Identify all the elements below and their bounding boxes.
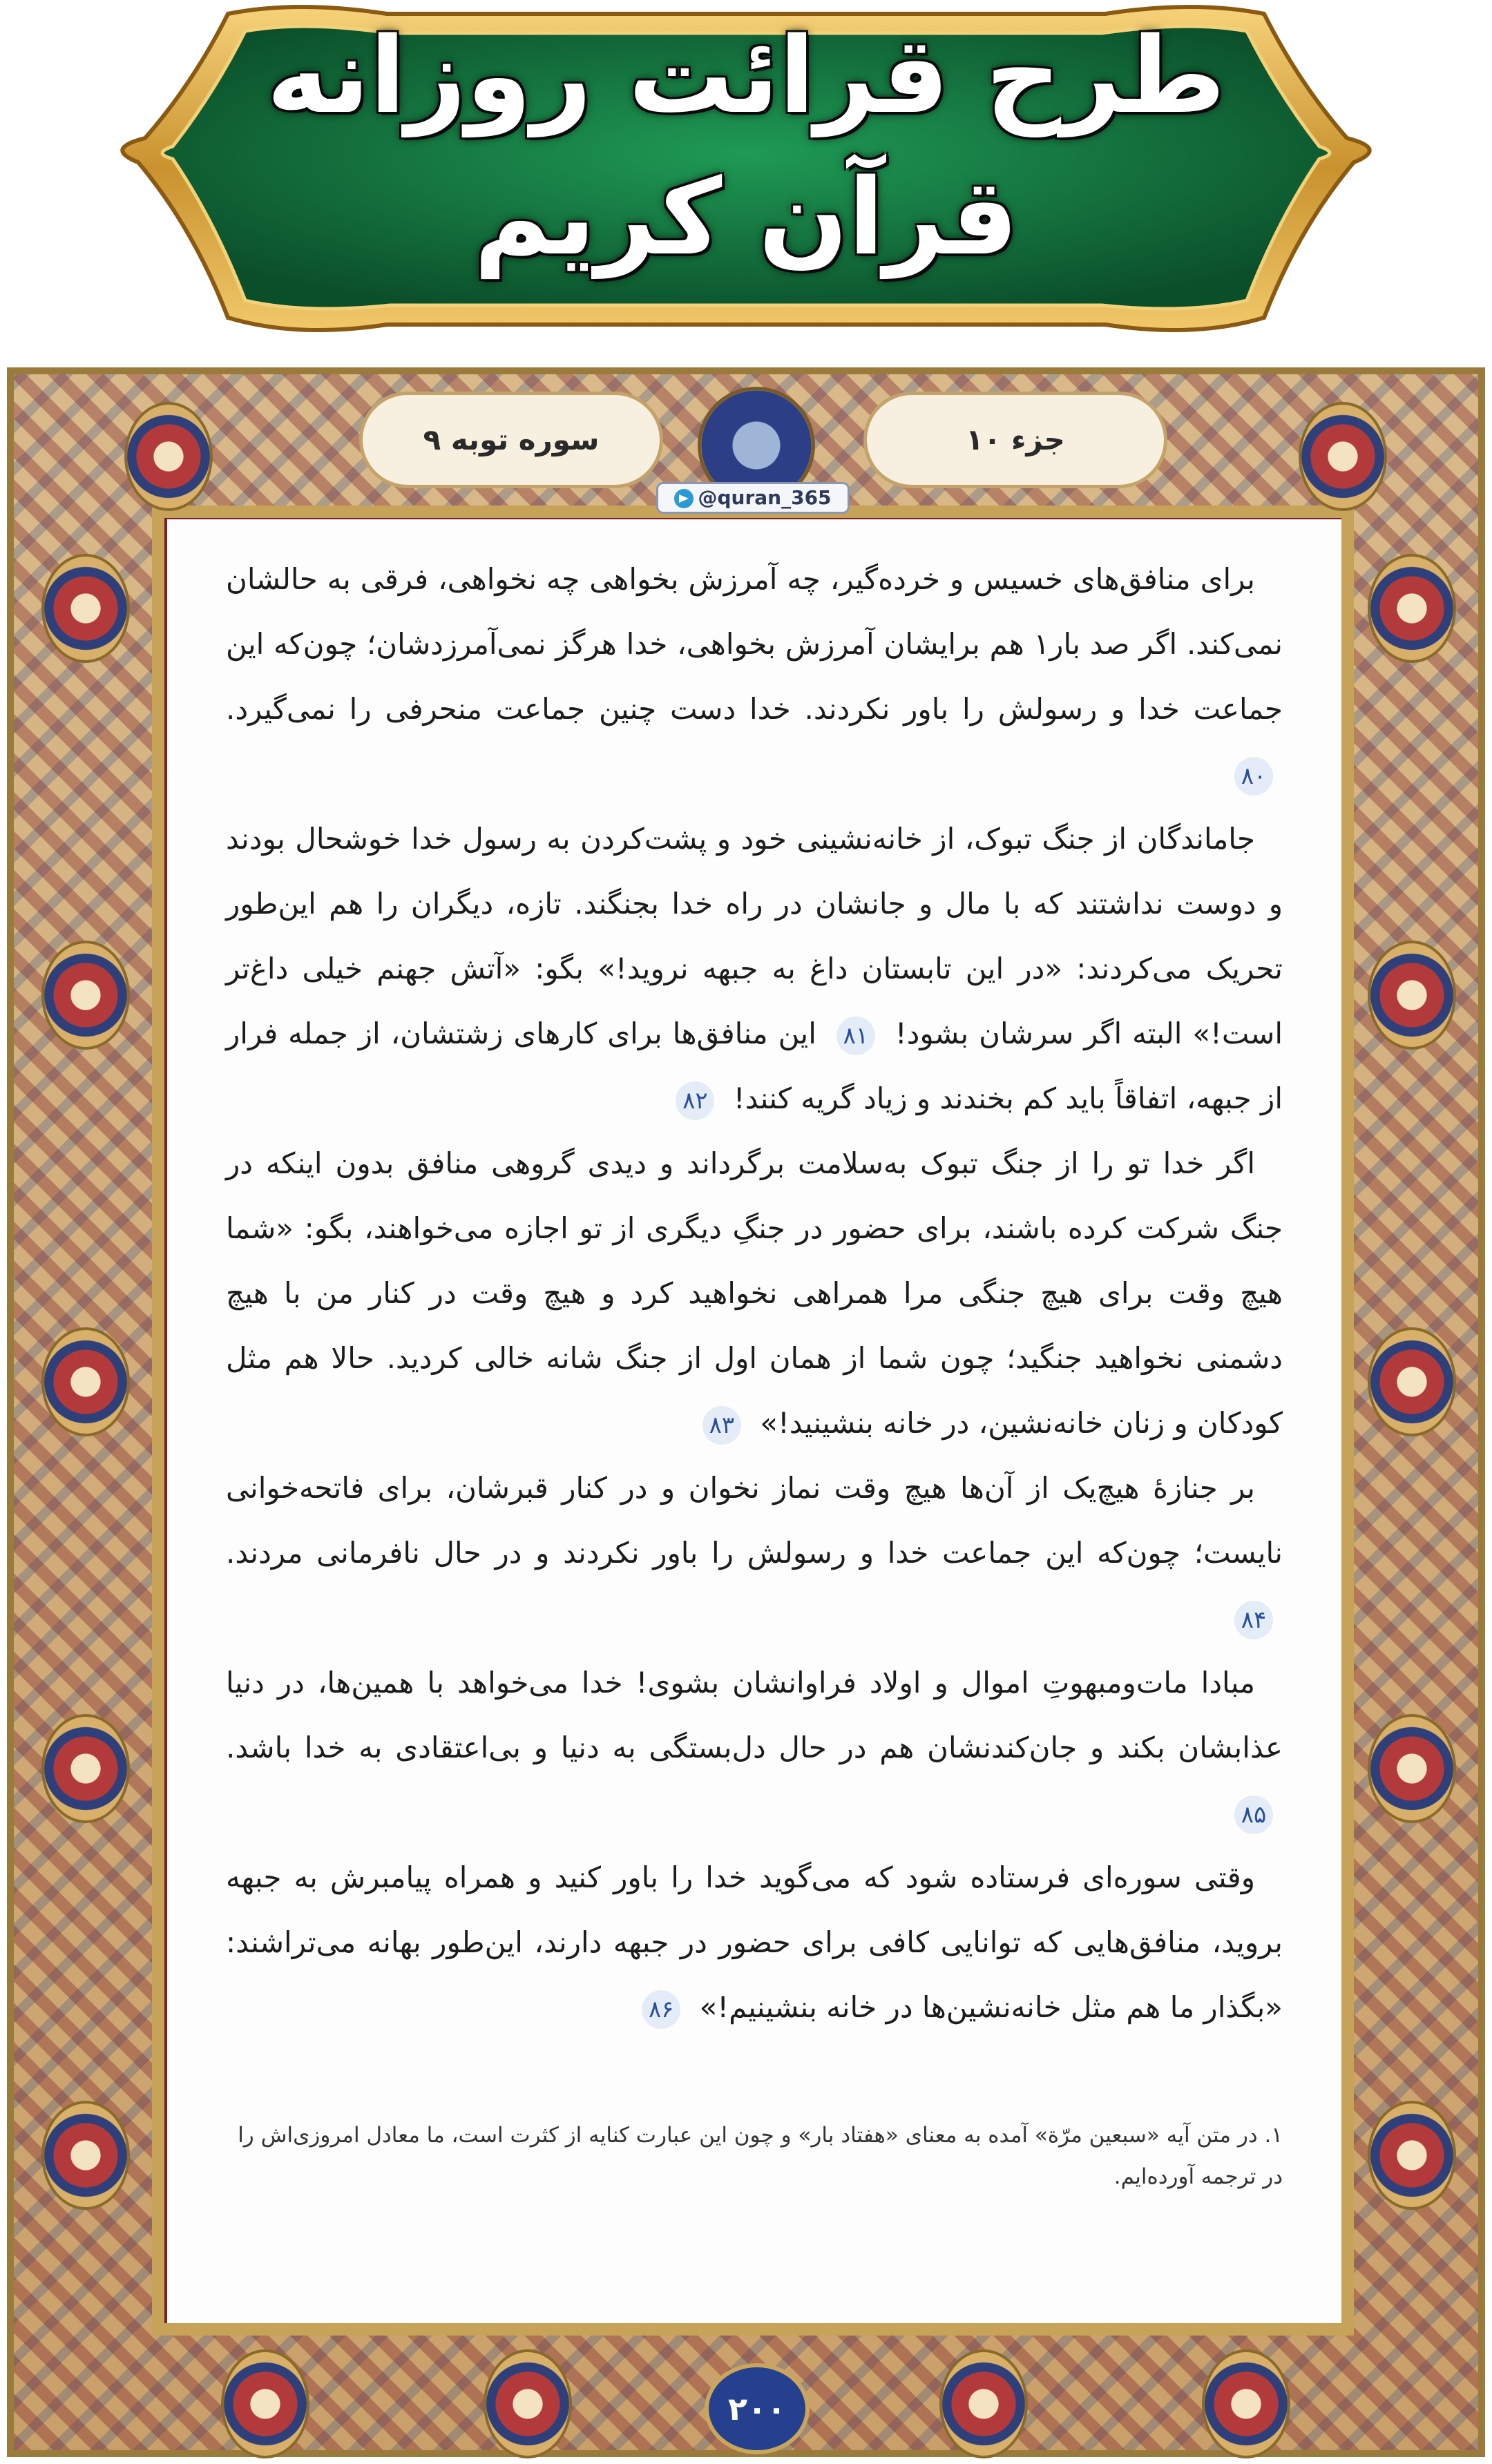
paragraph: [226, 547, 1283, 807]
paragraph: [226, 1456, 1283, 1650]
border-medallion: [41, 941, 130, 1050]
border-medallion: [41, 2101, 130, 2210]
border-medallion: [1368, 1327, 1456, 1436]
ayah-number: ۸۴: [1234, 1601, 1273, 1639]
border-medallion: [1368, 941, 1456, 1050]
juz-cartouche: جزء ۱۰: [863, 392, 1167, 488]
paragraph-text: وقتی سوره‌ای فرستاده شود که می‌گوید خدا را باور کنید و همراه پیامبرش به جبهه بروید، منافق‌هایی که توانایی کافی برای حضور در جبهه دارند، این‌طور بهانه می‌تراشند: «بگذار ما هم مثل خانه‌نشین‌ها در خانه بنشینیم!»: [226, 1860, 1283, 2024]
telegram-icon: [674, 489, 694, 508]
border-medallion: [1202, 2349, 1290, 2458]
paragraph-text: بر جنازهٔ هیچ‌یک از آن‌ها هیچ وقت نماز نخوان و در کنار قبرشان، برای فاتحه‌خوانی نایست؛ چون‌که این جماعت خدا و رسولش را باور نکردند و در حال نافرمانی مردند.: [226, 1471, 1283, 1570]
border-medallion: [1368, 1714, 1456, 1823]
channel-badge[interactable]: [656, 482, 850, 514]
border-medallion: [221, 2349, 309, 2458]
ayah-number: ۸۱: [836, 1017, 875, 1055]
channel-handle: @quran_365: [698, 486, 832, 509]
title-banner: [0, 0, 1492, 345]
ayah-number: ۸۳: [702, 1406, 741, 1445]
ornate-page-frame: [7, 367, 1485, 2457]
border-medallion: [1368, 2101, 1456, 2210]
border-medallion: [41, 1714, 130, 1823]
border-medallion: [484, 2349, 572, 2458]
paragraph-text: مبادا مات‌ومبهوتِ اموال و اولاد فراوانشان بشوی! خدا می‌خواهد با همین‌ها، در دنیا عذابشان بکند و جان‌کندنشان هم در حال دل‌بستگی به دنیا و بی‌اعتقادی به خدا باشد.: [226, 1666, 1283, 1764]
border-medallion: [939, 2349, 1028, 2458]
border-medallion: [41, 554, 130, 663]
page-number: ۲۰۰: [705, 2363, 810, 2454]
quran-page: [167, 519, 1341, 2323]
paragraph-text: اگر خدا تو را از جنگ تبوک به‌سلامت برگرداند و دیدی گروهی منافق بدون اینکه در جنگ شرکت کرده باشند، برای حضور در جنگِ دیگری از تو اجازه می‌خواهند، بگو: «شما هیچ وقت برای هیچ جنگی مرا همراهی نخواهید کرد و هیچ وقت در کنار من با هیچ دشمنی نخواهید جنگید؛ چون شما از همان اول از جنگ شانه خالی کردید. حالا هم مثل کودکان و زنان خانه‌نشین، در خانه بنشینید!»: [226, 1146, 1283, 1440]
border-medallion: [41, 1327, 130, 1436]
paragraph-text: این منافق‌ها برای کارهای زشتشان، از جمله فرار از جبهه، اتفاقاً باید کم بخندند و زیاد گریه کنند!: [226, 1017, 1283, 1115]
border-medallion: [124, 402, 213, 511]
paragraph: [226, 807, 1283, 1131]
paragraph: [226, 1845, 1283, 2040]
translation-text: [226, 547, 1283, 2040]
surah-name-cartouche: سوره توبه ۹: [359, 392, 663, 488]
border-medallion: [1299, 402, 1387, 511]
ayah-number: ۸۲: [676, 1081, 714, 1120]
paragraph: [226, 1131, 1283, 1456]
ayah-number: ۸۰: [1234, 757, 1273, 796]
ayah-number: ۸۵: [1234, 1796, 1273, 1834]
paragraph-text: جاماندگان از جنگ تبوک، از خانه‌نشینی خود و پشت‌کردن به رسول خدا خوشحال بودند و دوست نداشتند که با مال و جانشان در راه خدا بجنگند. تازه، دیگران را هم این‌طور تحریک می‌کردند: «در این تابستان داغ به جبهه نروید!» بگو: «آتش جهنم خیلی داغ‌تر است!» البته اگر سرشان بشود!: [226, 822, 1283, 1050]
paragraph: [226, 1650, 1283, 1845]
paragraph-text: برای منافق‌های خسیس و خرده‌گیر، چه آمرزش بخواهی چه نخواهی، فرقی به حالشان نمی‌کند. اگر صد بار۱ هم برایشان آمرزش بخواهی، خدا هرگز نمی‌آمرزدشان؛ چون‌که این جماعت خدا و رسولش را باور نکردند. خدا دست چنین جماعت منحرفی را نمی‌گیرد.: [226, 562, 1283, 726]
banner-title-line1: طرح قرائت روزانه: [266, 15, 1226, 137]
footnote: ۱. در متن آیه «سبعین مرّة» آمده به معنای «هفتاد بار» و چون این عبارت کنایه از کثرت است، ما معادل امروزی‌اش را در ترجمه آورده‌ایم.: [238, 2123, 1283, 2189]
border-medallion: [1368, 554, 1456, 663]
ayah-number: ۸۶: [642, 1990, 680, 2029]
banner-title-line2: قرآن کریم: [473, 156, 1019, 278]
